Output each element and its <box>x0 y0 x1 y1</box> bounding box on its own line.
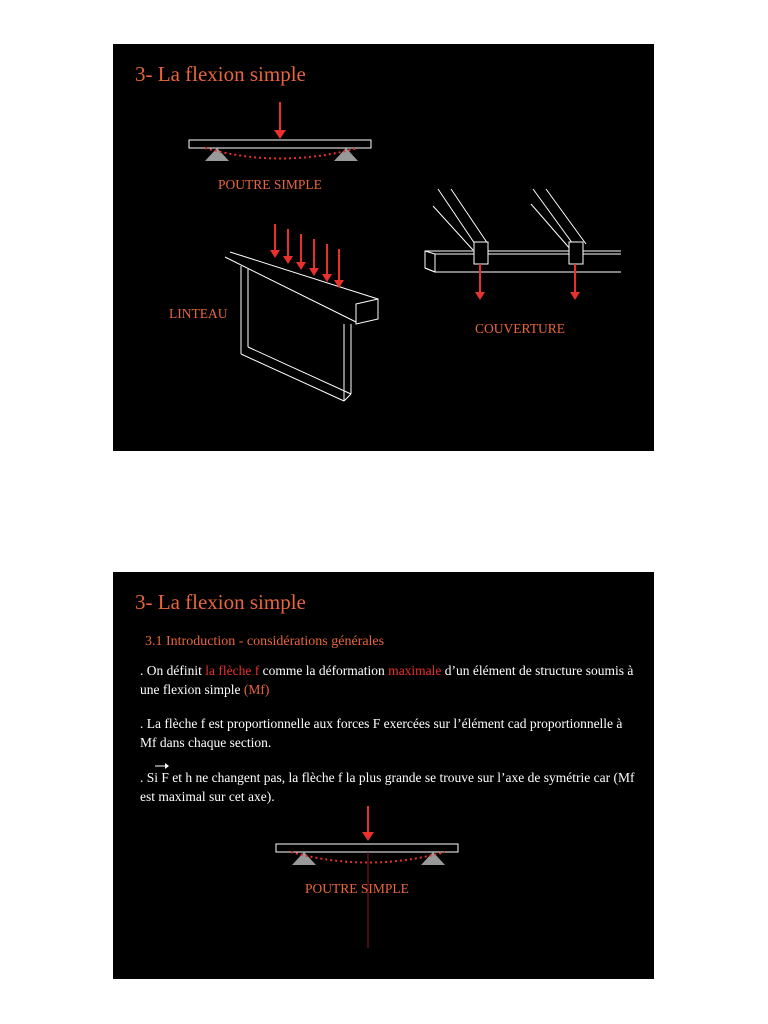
text-span: d’un élément de structure soumis à une flexion simple <box>140 663 634 697</box>
roof-load-arrows <box>475 264 580 300</box>
beam-diagram <box>113 572 654 979</box>
lintel-label: LINTEAU <box>169 306 228 321</box>
vector-arrow-icon <box>155 763 169 769</box>
roof-structure-diagram <box>425 189 621 272</box>
paragraph-text: . Si F et h ne changent pas, la flèche f la plus grande se trouve sur l’axe de symétrie car (Mf est maximal sur cet axe). <box>140 770 635 804</box>
text-span: . On définit <box>140 663 206 678</box>
paragraph-text: . La flèche f est proportionnelle aux forces F exercées sur l’élément cad proportionnelle à Mf dans chaque section. <box>140 716 623 750</box>
lintel-load-arrows <box>270 224 344 288</box>
simple-beam-label: POUTRE SIMPLE <box>218 177 322 192</box>
simple-beam-label: POUTRE SIMPLE <box>305 881 409 896</box>
slide-2 <box>113 572 654 979</box>
simple-beam-diagram <box>189 102 371 161</box>
lintel-diagram <box>225 252 378 401</box>
highlight-maximale: maximale <box>388 663 442 678</box>
section-subtitle: 3.1 Introduction - considérations générales <box>145 634 385 649</box>
text-span: comme la déformation <box>259 663 389 678</box>
highlight-fleche: la flèche f <box>205 663 260 678</box>
highlight-mf: (Mf) <box>243 682 270 697</box>
slide-title: 3- La flexion simple <box>135 62 306 86</box>
simple-beam-diagram <box>276 806 458 948</box>
slide-title: 3- La flexion simple <box>135 590 306 614</box>
slide-1 <box>113 44 654 451</box>
roof-label: COUVERTURE <box>475 321 565 336</box>
beam-diagrams <box>113 44 654 451</box>
